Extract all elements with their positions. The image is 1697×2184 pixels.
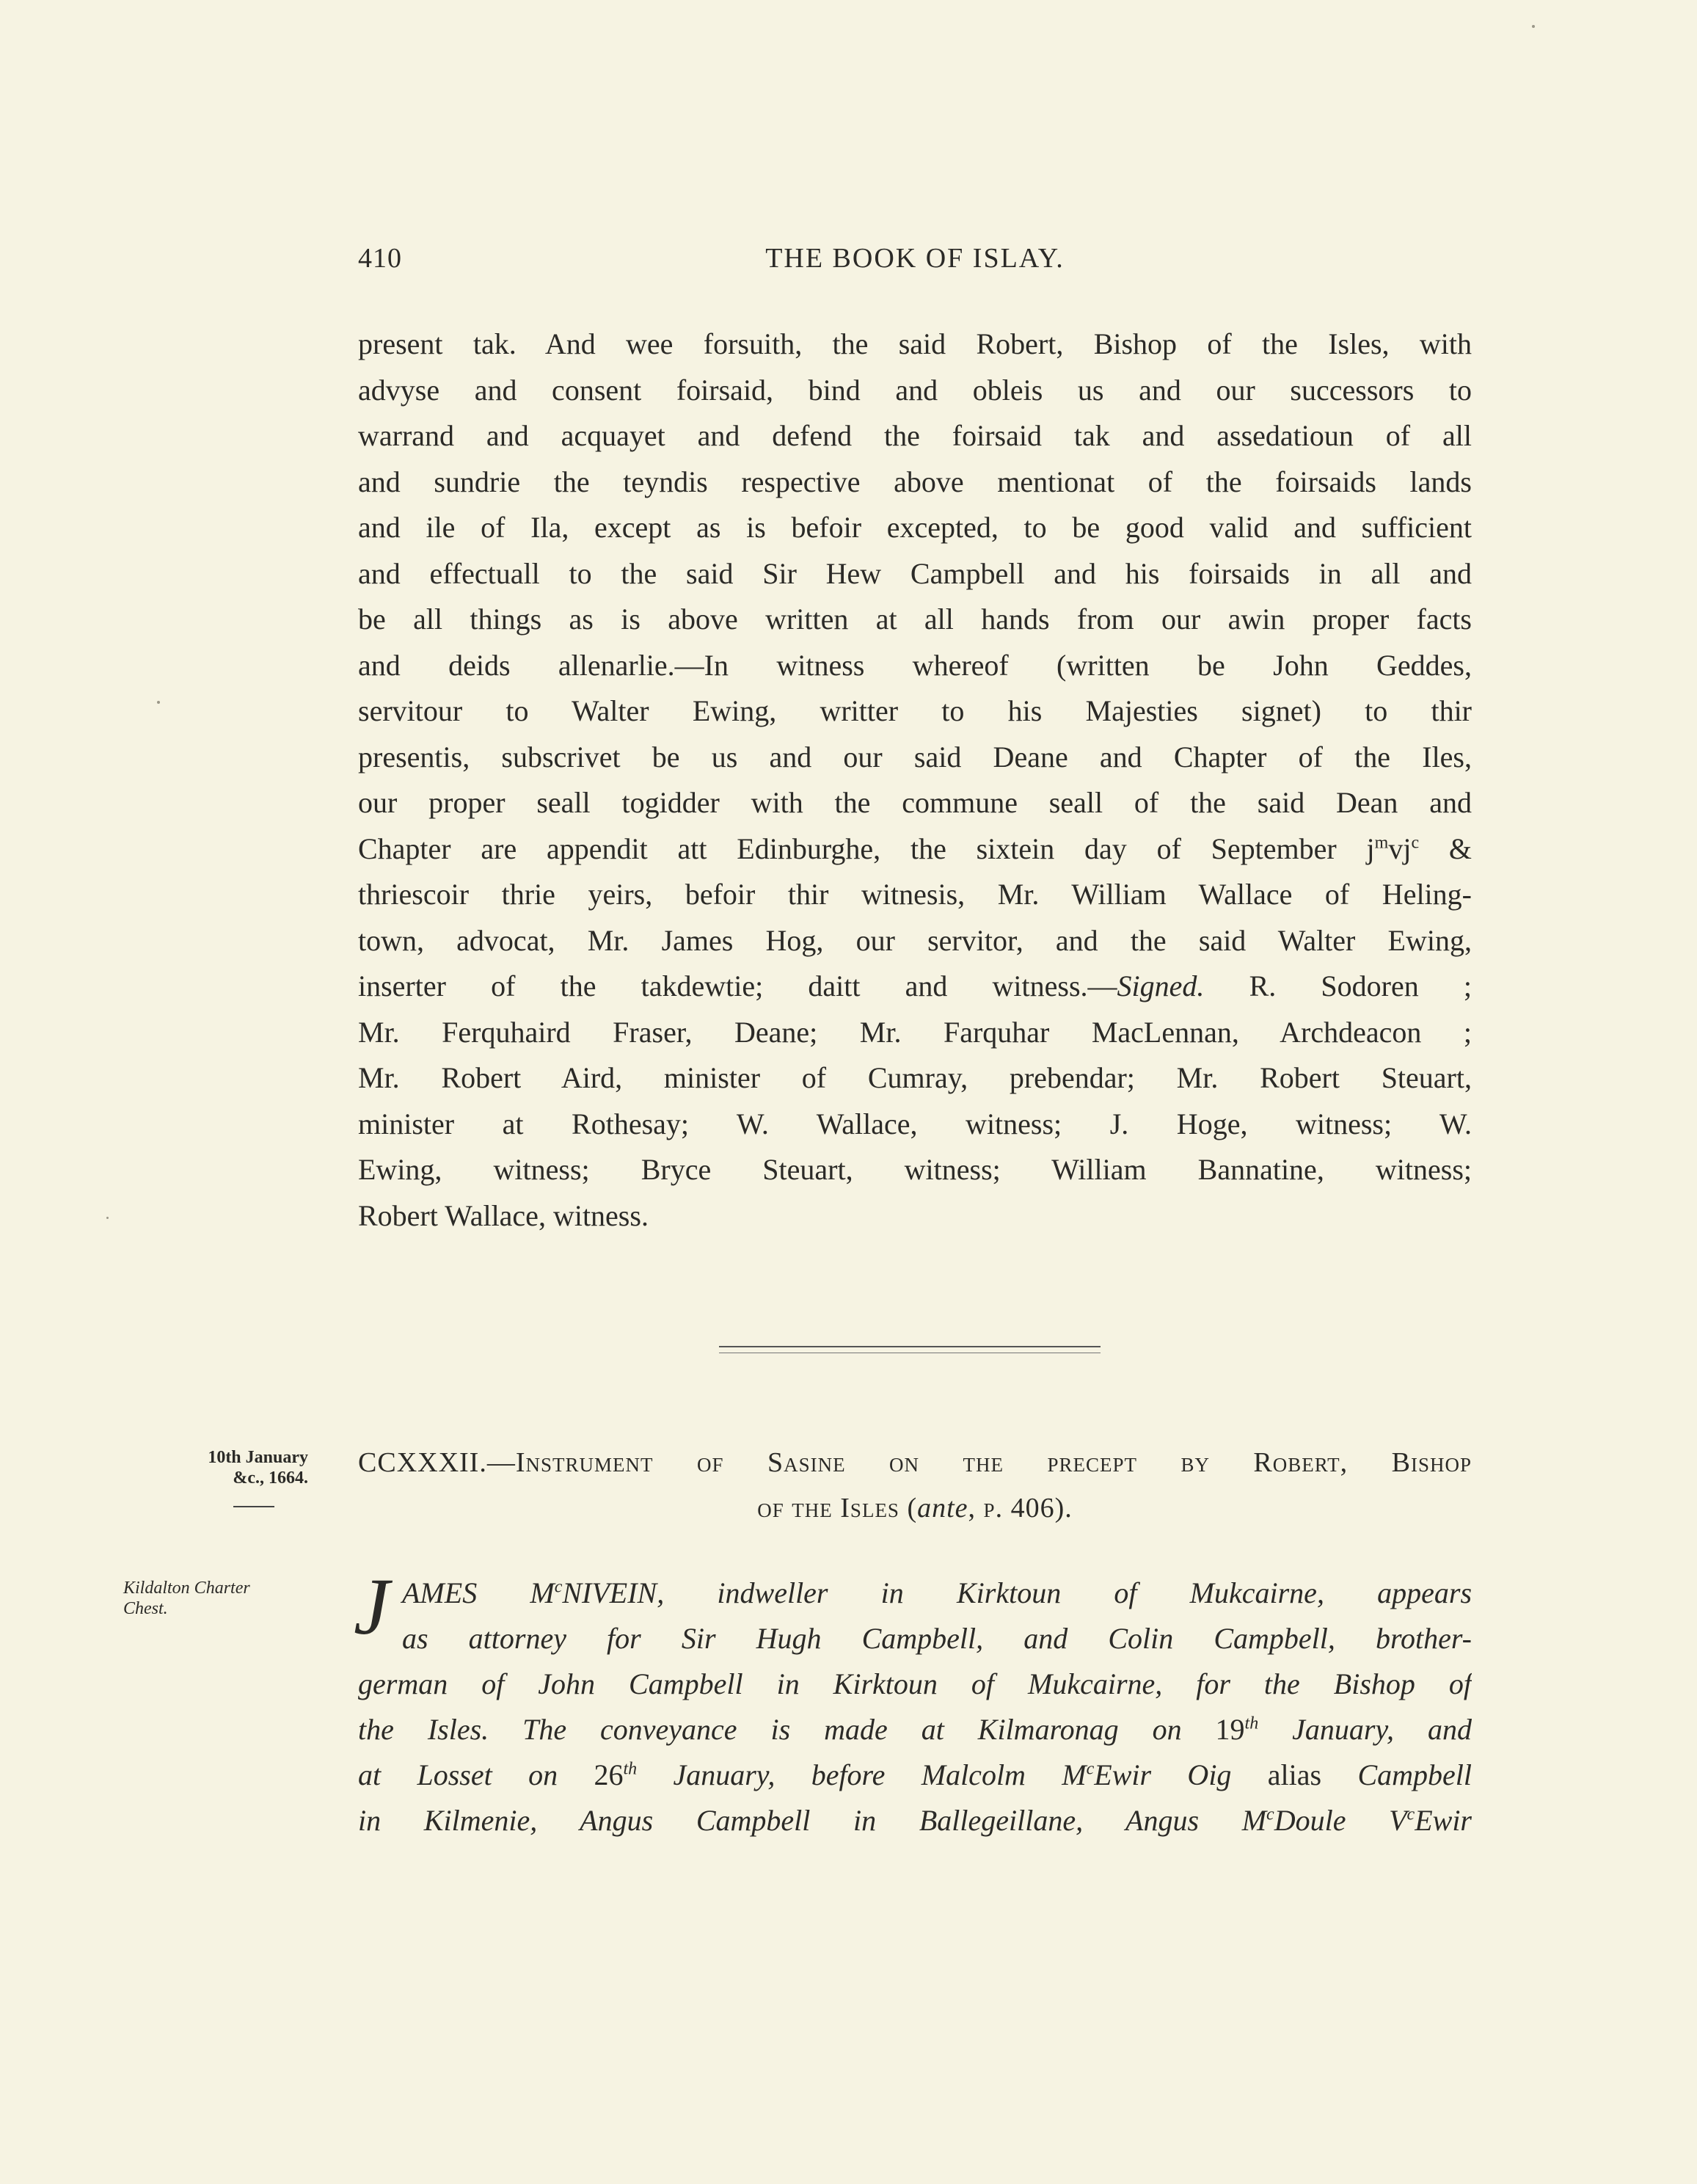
body-line: and deids allenarlie.—In witness whereof (written be John Geddes, (358, 648, 1472, 682)
page-number: 410 (358, 243, 402, 274)
body-line: Mr. Ferquhaird Fraser, Deane; Mr. Farquhar MacLennan, Archdeacon ; (358, 1015, 1472, 1049)
body-line: advyse and consent foirsaid, bind and obleis us and our successors to (358, 373, 1472, 407)
body-line: warrand and acquayet and defend the foirsaid tak and assedatioun of all (358, 419, 1472, 452)
abstract-text: January, and (1258, 1713, 1472, 1746)
paper-speck (157, 701, 160, 704)
body-line-text: vj (1388, 831, 1412, 865)
abstract-alias: alias (1267, 1758, 1322, 1791)
drop-cap: J (354, 1562, 390, 1651)
body-line (358, 964, 1472, 1010)
superscript: c (1411, 833, 1420, 853)
body-line: Robert Wallace, witness. (358, 1198, 649, 1232)
paper-speck (1532, 25, 1535, 28)
margin-date-note (110, 1447, 308, 1488)
body-line-text: inserter of the takdewtie; daitt and witness.— (358, 969, 1117, 1002)
body-line: town, advocat, Mr. James Hog, our servitor, and the said Walter Ewing, (358, 923, 1472, 957)
section-divider (719, 1346, 1101, 1353)
abstract-text: NIVEIN, indweller in Kirktoun of Mukcairne, appears (562, 1576, 1472, 1609)
abstract-number: 26 (594, 1758, 624, 1791)
margin-date-dash (233, 1506, 274, 1507)
margin-date-line: &c., 1664. (233, 1468, 308, 1488)
superscript: c (1086, 1759, 1095, 1779)
charter-heading-text: of the Isles ( (757, 1493, 918, 1524)
body-line: be all things as is above written at all hands from our awin proper facts (358, 603, 1472, 636)
body-line: presentis, subscrivet be us and our said Deane and Chapter of the Iles, (358, 740, 1472, 774)
running-header (358, 242, 1472, 286)
body-line (358, 826, 1472, 873)
paper-speck (106, 1217, 109, 1219)
superscript: th (1244, 1714, 1259, 1733)
superscript: c (554, 1577, 563, 1597)
abstract-text: AMES M (402, 1576, 555, 1609)
abstract-text: the Isles. The conveyance is made at Kilmaronag on (358, 1713, 1216, 1746)
body-line-text: R. Sodoren ; (1204, 969, 1472, 1002)
charter-heading-text: , p. 406). (968, 1493, 1073, 1524)
superscript: m (1374, 833, 1389, 853)
body-line: our proper seall togidder with the commune seall of the said Dean and (358, 786, 1472, 819)
body-line-text: Chapter are appendit att Edinburghe, the sixtein day of September j (358, 831, 1375, 865)
superscript: th (623, 1759, 638, 1779)
abstract-line (358, 1798, 1472, 1843)
margin-date-line: 10th January (208, 1448, 308, 1467)
charter-heading-ante: ante (917, 1493, 968, 1524)
superscript: c (1266, 1805, 1274, 1824)
body-line: servitour to Walter Ewing, writter to his Majesties signet) to thir (358, 694, 1472, 727)
charter-heading-line: CCXXXII.—Instrument of Sasine on the precept by Robert, Bishop (358, 1447, 1472, 1478)
header-title: THE BOOK OF ISLAY. (765, 243, 1065, 274)
abstract-text: Campbell (1321, 1758, 1472, 1791)
body-line: and effectuall to the said Sir Hew Campbell and his foirsaids in all and (358, 556, 1472, 590)
abstract-text: Ewir (1415, 1804, 1472, 1837)
body-paragraph (358, 321, 1472, 1239)
abstract-text: Ewir Oig (1094, 1758, 1268, 1791)
abstract-text: Doule V (1274, 1804, 1407, 1837)
margin-source-line: Kildalton Charter (123, 1579, 250, 1598)
body-line: present tak. And wee forsuith, the said Robert, Bishop of the Isles, with (358, 327, 1472, 360)
body-line: and sundrie the teyndis respective above mentionat of the foirsaids lands (358, 465, 1472, 498)
abstract-line: as attorney for Sir Hugh Campbell, and Colin Campbell, brother- (402, 1622, 1472, 1655)
abstract-text: at Losset on (358, 1758, 594, 1791)
body-line: and ile of Ila, except as is befoir excepted, to be good valid and sufficient (358, 511, 1472, 544)
margin-source-line: Chest. (123, 1599, 168, 1618)
body-line-text: & (1419, 831, 1472, 865)
margin-source-note (123, 1578, 321, 1619)
charter-abstract (354, 1562, 1472, 1843)
signed-word: Signed. (1117, 969, 1205, 1002)
body-line: Ewing, witness; Bryce Steuart, witness; William Bannatine, witness; (358, 1153, 1472, 1186)
abstract-text: in Kilmenie, Angus Campbell in Ballegeillane, Angus M (358, 1804, 1267, 1837)
abstract-line (358, 1752, 1472, 1798)
charter-heading (358, 1440, 1472, 1531)
charter-heading-line (358, 1485, 1472, 1531)
body-line: Mr. Robert Aird, minister of Cumray, prebendar; Mr. Robert Steuart, (358, 1061, 1472, 1094)
superscript: c (1406, 1805, 1415, 1824)
body-line: thriescoir thrie yeirs, befoir thir witnesis, Mr. William Wallace of Heling- (358, 878, 1472, 911)
abstract-line (358, 1707, 1472, 1752)
abstract-number: 19 (1215, 1713, 1245, 1746)
body-line: minister at Rothesay; W. Wallace, witness; J. Hoge, witness; W. (358, 1107, 1472, 1140)
abstract-text: January, before Malcolm M (637, 1758, 1087, 1791)
abstract-line (358, 1570, 1472, 1616)
abstract-line: german of John Campbell in Kirktoun of Mukcairne, for the Bishop of (358, 1667, 1472, 1700)
